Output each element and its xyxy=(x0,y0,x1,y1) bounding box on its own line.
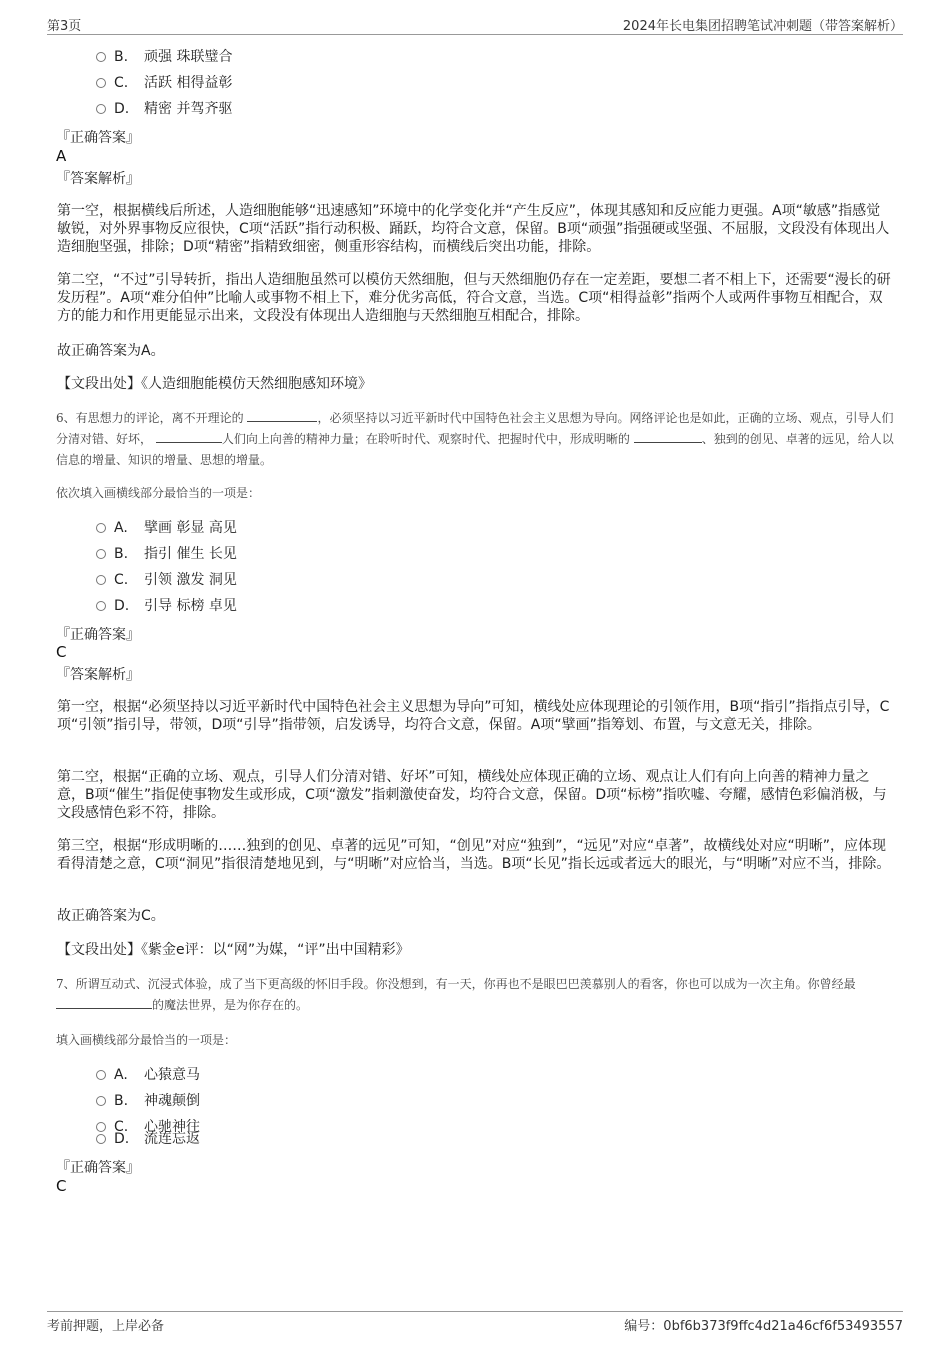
q6-conclusion: 故正确答案为C。 xyxy=(57,908,165,924)
q6-answer: C xyxy=(56,643,67,661)
q7-option-c[interactable]: C. 心驰神往 xyxy=(96,1118,200,1136)
q6-option-d[interactable]: D. 引导 标榜 卓见 xyxy=(96,597,237,615)
q6-instruction: 依次填入画横线部分最恰当的一项是： xyxy=(56,486,261,500)
q7-question: 7、所谓互动式、沉浸式体验，成了当下更高级的怀旧手段。你没想到，有一天，你再也不是眼巴巴羡慕别人的看客，你也可以成为一次主角。你曾经最 的魔法世界，是为你存在的。 xyxy=(56,977,856,1012)
q6-answer-tag: 『正确答案』 xyxy=(56,627,140,643)
q6-option-a[interactable]: A. 擘画 彰显 高见 xyxy=(96,519,237,537)
radio-icon[interactable] xyxy=(96,1134,106,1144)
q7-option-a[interactable]: A. 心猿意马 xyxy=(96,1066,200,1084)
q5-answer-tag: 『正确答案』 xyxy=(56,130,140,146)
page-number: 第3页 xyxy=(47,19,82,34)
q6-source: 【文段出处】《紫金e评：以“网”为媒，“评”出中国精彩》 xyxy=(57,942,410,958)
radio-icon[interactable] xyxy=(96,601,106,611)
q5-answer: A xyxy=(56,147,67,165)
q6-analysis-paragraph-3: 第三空，根据“形成明晰的……独到的创见、卓著的远见”可知，“创见”对应“独到”，“远见”对应“卓著”，故横线处对应“明晰”，应体现看得清楚之意，C项“洞见”指很清楚地见到，与“明晰”对应恰当，当选。B项“长见”指长远或者远大的眼光，与“明晰”对应不当，排除。 xyxy=(57,838,891,872)
radio-icon[interactable] xyxy=(96,52,106,62)
radio-icon[interactable] xyxy=(96,104,106,114)
radio-icon[interactable] xyxy=(96,575,106,585)
q5-analysis-paragraph-1: 第一空，根据横线后所述，人造细胞能够“迅速感知”环境中的化学变化并“产生反应”，体现其感知和反应能力更强。A项“敏感”指感觉敏锐，对外界事物反应很快，C项“活跃”指行动积极、踊跃，均符合文意，保留。B项“顽强”指强硬或坚强、不屈服，文段没有体现出人造细胞坚强，排除；D项“精密”指精致细密，侧重形容结构，而横线后突出功能，排除。 xyxy=(57,203,890,255)
radio-icon[interactable] xyxy=(96,78,106,88)
q5-analysis-tag: 『答案解析』 xyxy=(56,171,140,187)
q5-option-c[interactable]: C. 活跃 相得益彰 xyxy=(96,74,232,92)
radio-icon[interactable] xyxy=(96,1096,106,1106)
q7-option-b[interactable]: B. 神魂颠倒 xyxy=(96,1092,200,1110)
q5-analysis-paragraph-2: 第二空，“不过”引导转折，指出人造细胞虽然可以模仿天然细胞，但与天然细胞仍存在一定差距，要想二者不相上下，还需要“漫长的研发历程”。A项“难分伯仲”比喻人或事物不相上下，难分优劣高低，符合文意，当选。C项“相得益彰”指两个人或两件事物互相配合，双方的能力和作用更能显示出来，文段没有体现出人造细胞与天然细胞互相配合，排除。 xyxy=(57,272,891,324)
q7-instruction: 填入画横线部分最恰当的一项是： xyxy=(56,1033,237,1047)
blank-line xyxy=(56,996,152,1009)
q6-option-b[interactable]: B. 指引 催生 长见 xyxy=(96,545,237,563)
document-code: 编号：0bf6b373f9ffc4d21a46cf6f53493557 xyxy=(624,1319,903,1334)
blank-line xyxy=(634,430,702,443)
blank-line xyxy=(156,430,222,443)
q6-analysis-paragraph-1: 第一空，根据“必须坚持以习近平新时代中国特色社会主义思想为导向”可知，横线处应体现理论的引领作用，B项“指引”指指点引导，C项“引领”指引导，带领，D项“引导”指带领，启发诱导，均符合文意，保留。A项“擘画”指筹划、布置，与文意无关，排除。 xyxy=(57,699,890,733)
page-footer xyxy=(47,1311,903,1336)
q7-answer: C xyxy=(56,1177,67,1195)
blank-line xyxy=(247,409,317,422)
q5-source: 【文段出处】《人造细胞能模仿天然细胞感知环境》 xyxy=(57,376,372,392)
q6-analysis-tag: 『答案解析』 xyxy=(56,667,140,683)
q5-conclusion: 故正确答案为A。 xyxy=(57,343,165,359)
q6-option-c[interactable]: C. 引领 激发 洞见 xyxy=(96,571,237,589)
q6-question: 6、有思想力的评论，离不开理论的 ，必须坚持以习近平新时代中国特色社会主义思想为导向。网络评论也是如此，正确的立场、观点，引导人们分清对错、好坏， 人们向上向善的精神力量；在聆听时代、观察时代、把握时代中，形成明晰的 、独到的创见、卓著的远见，给人以信息的增量、知识的增量、思想的增量。 xyxy=(56,411,894,467)
q5-option-d[interactable]: D. 精密 并驾齐驱 xyxy=(96,100,232,118)
q7-option-d[interactable]: D. 流连忘返 xyxy=(96,1130,200,1148)
radio-icon[interactable] xyxy=(96,549,106,559)
q7-answer-tag: 『正确答案』 xyxy=(56,1160,140,1176)
q5-option-b[interactable]: B. 顽强 珠联璧合 xyxy=(96,48,232,66)
radio-icon[interactable] xyxy=(96,523,106,533)
radio-icon[interactable] xyxy=(96,1070,106,1080)
page-header xyxy=(47,14,903,35)
q6-analysis-paragraph-2: 第二空，根据“正确的立场、观点，引导人们分清对错、好坏”可知，横线处应体现正确的立场、观点让人们有向上向善的精神力量之意，B项“催生”指促使事物发生或形成，C项“激发”指刺激使奋发，均符合文意，保留。D项“标榜”指吹嘘、夸耀，感情色彩偏消极，与文段感情色彩不符，排除。 xyxy=(57,769,887,821)
footer-slogan: 考前押题，上岸必备 xyxy=(47,1319,165,1334)
document-title: 2024年长电集团招聘笔试冲刺题（带答案解析） xyxy=(622,19,903,34)
